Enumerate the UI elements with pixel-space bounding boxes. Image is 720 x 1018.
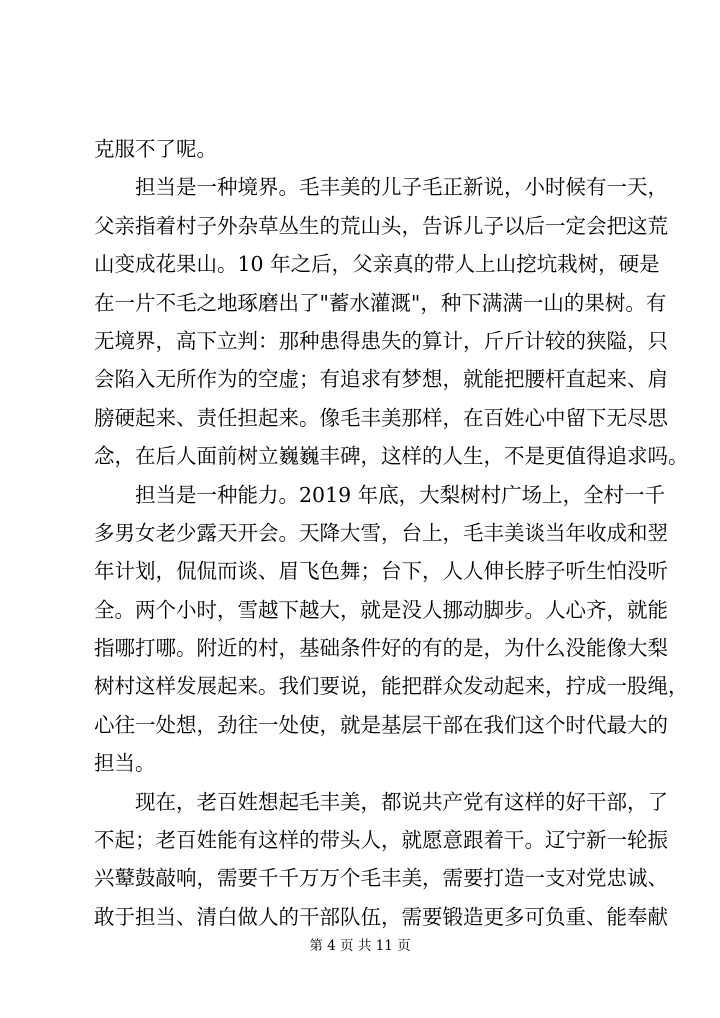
- text-line: 现在，老百姓想起毛丰美，都说共产党有这样的好干部，了: [135, 789, 668, 814]
- text-line: 担当是一种境界。毛丰美的儿子毛正新说，小时候有一天，: [135, 175, 668, 200]
- page-number-footer: 第 4 页 共 11 页: [309, 938, 411, 954]
- text-line: 心往一处想，劲往一处使，就是基层干部在我们这个时代最大的: [94, 712, 668, 737]
- text-line: 敢于担当、清白做人的干部队伍，需要锻造更多可负重、能奉献: [94, 904, 668, 929]
- body-text: [94, 130, 689, 936]
- text-line: 山变成花果山。10 年之后，父亲真的带人上山挖坑栽树，硬是: [94, 252, 660, 277]
- text-line: 不起；老百姓能有这样的带头人，就愿意跟着干。辽宁新一轮振: [94, 828, 668, 853]
- text-line: 在一片不毛之地琢磨出了"蓄水灌溉"，种下满满一山的果树。有: [94, 290, 667, 315]
- text-line: 克服不了呢。: [94, 137, 217, 161]
- text-line: 念，在后人面前树立巍巍丰碑，这样的人生，不是更值得追求吗。: [94, 444, 689, 469]
- text-line: 父亲指着村子外杂草丛生的荒山头，告诉儿子以后一定会把这荒: [94, 213, 668, 238]
- text-line: 会陷入无所作为的空虚；有追求有梦想，就能把腰杆直起来、肩: [94, 367, 668, 392]
- text-line: 无境界，高下立判：那种患得患失的算计，斤斤计较的狭隘，只: [94, 328, 668, 353]
- text-line: 多男女老少露天开会。天降大雪，台上，毛丰美谈当年收成和翌: [94, 520, 668, 545]
- text-line: 担当是一种能力。2019 年底，大梨树村广场上，全村一千: [135, 482, 666, 507]
- text-line: 指哪打哪。附近的村，基础条件好的有的是，为什么没能像大梨: [94, 636, 668, 661]
- text-line: 全。两个小时，雪越下越大，就是没人挪动脚步。人心齐，就能: [94, 597, 668, 622]
- text-line: 担当。: [94, 751, 156, 776]
- text-line: 膀硬起来、责任担起来。像毛丰美那样，在百姓心中留下无尽思: [94, 405, 668, 430]
- text-line: 兴鼙鼓敲响，需要千千万万个毛丰美，需要打造一支对党忠诚、: [94, 866, 668, 891]
- text-line: 树村这样发展起来。我们要说，能把群众发动起来，拧成一股绳，: [94, 674, 689, 699]
- text-line: 年计划，侃侃而谈、眉飞色舞；台下，人人伸长脖子听生怕没听: [94, 559, 668, 584]
